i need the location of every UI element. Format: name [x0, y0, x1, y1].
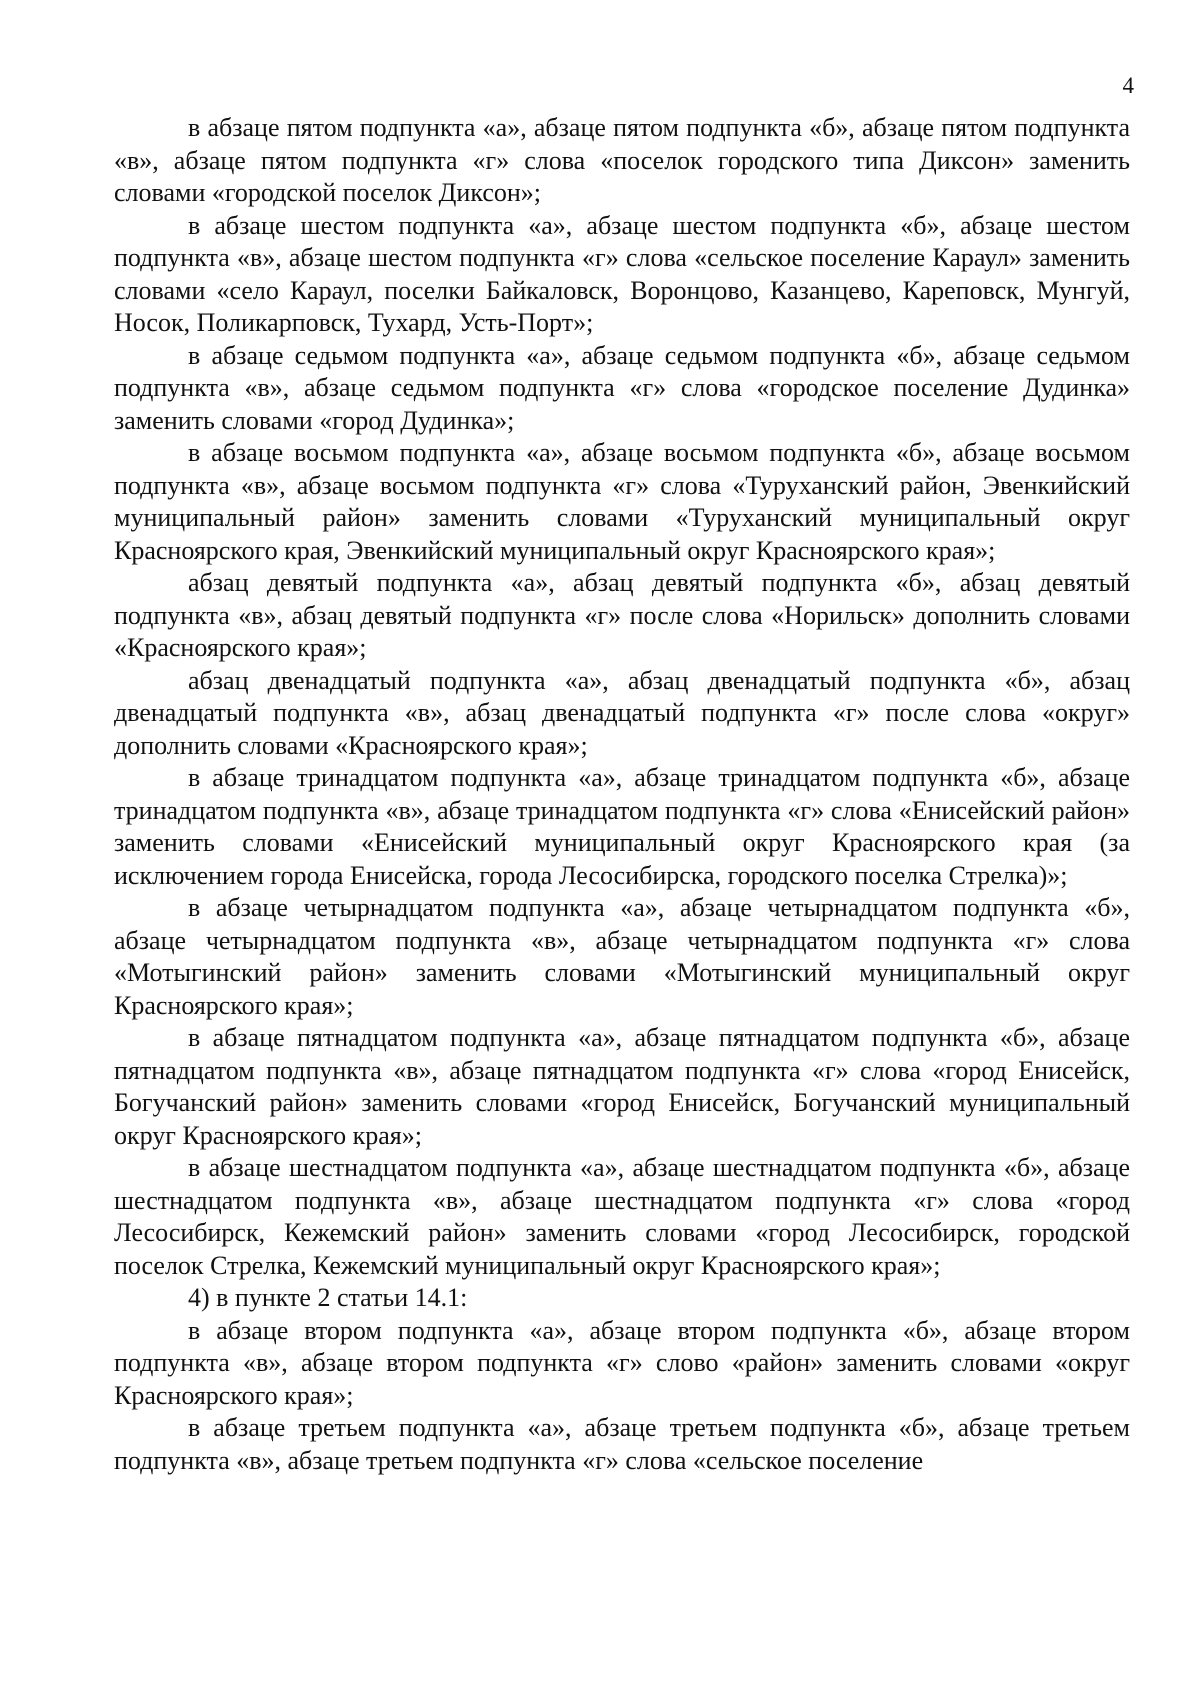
paragraph-6: абзац двенадцатый подпункта «а», абзац двенадцатый подпункта «б», абзац двенадцатый подпункта «в», абзац двенадцатый подпункта «г» после слова «округ» дополнить словами «Красноярского края»;: [114, 665, 1130, 760]
paragraph-11: в абзаце втором подпункта «а», абзаце втором подпункта «б», абзаце втором подпункта «в», абзаце втором подпункта «г» слово «район» заменить словами «округ Красноярского края»;: [114, 1315, 1130, 1410]
paragraph-3: в абзаце седьмом подпункта «а», абзаце седьмом подпункта «б», абзаце седьмом подпункта «в», абзаце седьмом подпункта «г» слова «городское поселение Дудинка» заменить словами «город Дудинка»;: [114, 340, 1130, 435]
paragraph-7: в абзаце тринадцатом подпункта «а», абзаце тринадцатом подпункта «б», абзаце тринадцатом подпункта «в», абзаце тринадцатом подпункта «г» слова «Енисейский район» заменить словами «Енисейский муниципальный округ Красноярского края (за исключением города Енисейска, города Лесосибирска, городского поселка Стрелка)»;: [114, 763, 1130, 890]
page-number: 4: [1122, 73, 1134, 98]
document-body: [114, 112, 1130, 1477]
paragraph-9: в абзаце пятнадцатом подпункта «а», абзаце пятнадцатом подпункта «б», абзаце пятнадцатом подпункта «в», абзаце пятнадцатом подпункта «г» слова «город Енисейск, Богучанский район» заменить словами «город Енисейск, Богучанский муниципальный округ Красноярского края»;: [114, 1023, 1130, 1150]
paragraph-4: в абзаце восьмом подпункта «а», абзаце восьмом подпункта «б», абзаце восьмом подпункта «в», абзаце восьмом подпункта «г» слова «Туруханский район, Эвенкийский муниципальный район» заменить словами «Туруханский муниципальный округ Красноярского края, Эвенкийский муниципальный округ Красноярского края»;: [114, 438, 1130, 565]
paragraph-1: в абзаце пятом подпункта «а», абзаце пятом подпункта «б», абзаце пятом подпункта «в», абзаце пятом подпункта «г» слова «поселок городского типа Диксон» заменить словами «городской поселок Диксон»;: [114, 113, 1130, 207]
paragraph-10: в абзаце шестнадцатом подпункта «а», абзаце шестнадцатом подпункта «б», абзаце шестнадцатом подпункта «в», абзаце шестнадцатом подпункта «г» слова «город Лесосибирск, Кежемский район» заменить словами «город Лесосибирск, городской поселок Стрелка, Кежемский муниципальный округ Красноярского края»;: [114, 1153, 1130, 1280]
section-heading-item-4: 4) в пункте 2 статьи 14.1:: [188, 1283, 468, 1312]
paragraph-8: в абзаце четырнадцатом подпункта «а», абзаце четырнадцатом подпункта «б», абзаце четырнадцатом подпункта «в», абзаце четырнадцатом подпункта «г» слова «Мотыгинский район» заменить словами «Мотыгинский муниципальный округ Красноярского края»;: [114, 893, 1130, 1020]
paragraph-2: в абзаце шестом подпункта «а», абзаце шестом подпункта «б», абзаце шестом подпункта «в», абзаце шестом подпункта «г» слова «сельское поселение Караул» заменить словами «село Караул, поселки Байкаловск, Воронцово, Казанцево, Кареповск, Мунгуй, Носок, Поликарповск, Тухард, Усть-Порт»;: [114, 210, 1130, 337]
paragraph-5: абзац девятый подпункта «а», абзац девятый подпункта «б», абзац девятый подпункта «в», абзац девятый подпункта «г» после слова «Норильск» дополнить словами «Красноярского края»;: [114, 568, 1130, 662]
paragraph-12: в абзаце третьем подпункта «а», абзаце третьем подпункта «б», абзаце третьем подпункта «в», абзаце третьем подпункта «г» слова «сельское поселение: [114, 1413, 1130, 1475]
